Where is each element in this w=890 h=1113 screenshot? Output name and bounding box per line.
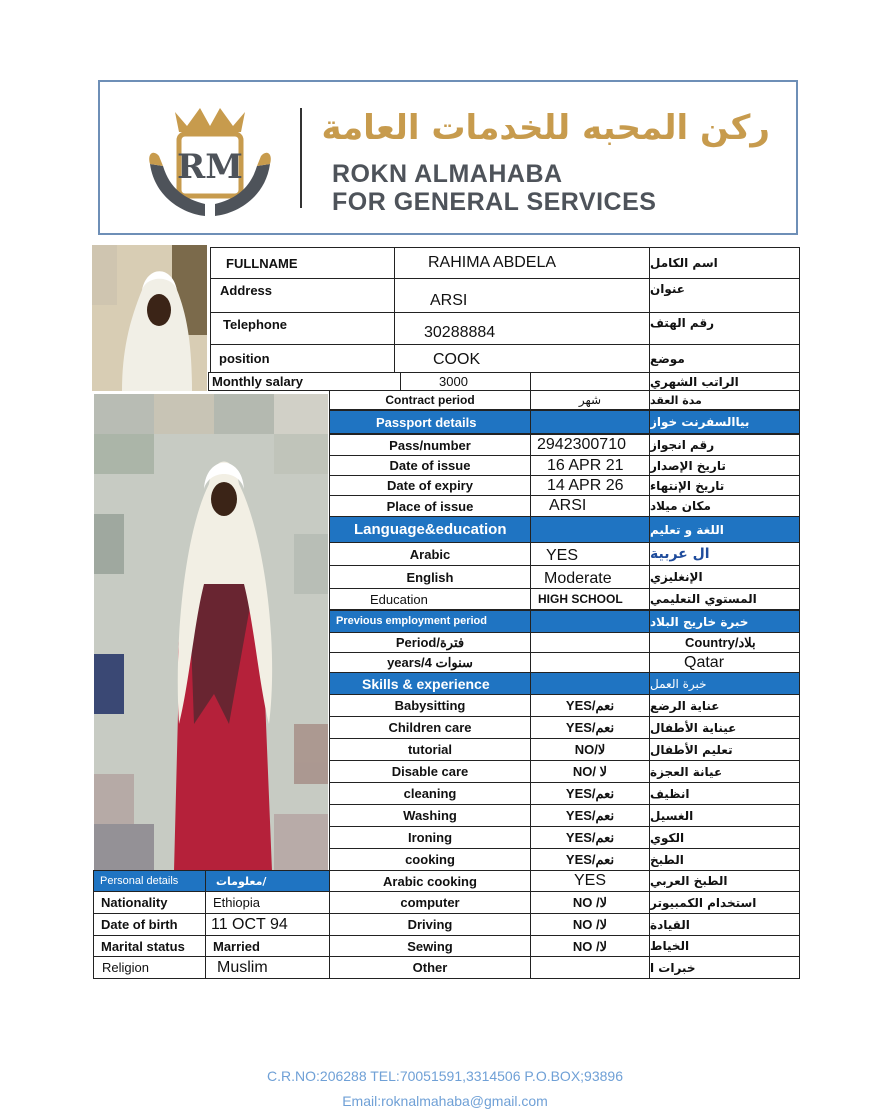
period-blank xyxy=(530,632,650,653)
skill-arabic: الكوي xyxy=(649,826,800,849)
skill-label: computer xyxy=(329,891,531,914)
address-label: Address xyxy=(210,278,395,313)
contract-period-arabic: مدة العقد xyxy=(649,390,800,410)
skill-arabic: الخياط xyxy=(649,935,800,957)
place-of-issue-arabic: مكان ميلاد xyxy=(649,495,800,517)
skill-arabic: عيانة العجزة xyxy=(649,760,800,783)
monthly-salary-arabic: الراتب الشهري xyxy=(649,372,800,391)
nationality-label: Nationality xyxy=(93,891,206,914)
skills-section-header: Skills & experience xyxy=(329,672,531,695)
skill-value: NO /لا xyxy=(530,913,650,936)
years-value: years/سنوات 4 xyxy=(329,652,531,673)
skill-value: NO/لا xyxy=(530,738,650,761)
country-label: Country/بلاد xyxy=(649,632,800,653)
banner-divider xyxy=(300,108,302,208)
expiry-date-arabic: تاريخ الإنتهاء xyxy=(649,475,800,496)
skill-label: Other xyxy=(329,956,531,979)
skill-value: YES/نعم xyxy=(530,782,650,805)
employment-section-arabic: خبرة خاريج البلاد xyxy=(649,610,800,633)
education-value: HIGH SCHOOL xyxy=(530,588,650,610)
language-section-header: Language&education xyxy=(329,516,531,543)
skill-label: Babysitting xyxy=(329,694,531,717)
skill-label: tutorial xyxy=(329,738,531,761)
company-name-line2: FOR GENERAL SERVICES xyxy=(332,188,657,216)
skill-label: Disable care xyxy=(329,760,531,783)
skill-arabic: خبرات ا xyxy=(649,956,800,979)
dob-value: 11 OCT 94 xyxy=(205,913,330,936)
english-language-value: Moderate xyxy=(530,565,650,589)
employment-section-blank xyxy=(530,610,650,633)
english-language-arabic: الإنغليزي xyxy=(649,565,800,589)
contract-period-label: Contract period xyxy=(329,390,531,410)
pass-number-value: 2942300710 xyxy=(530,434,650,456)
marital-status-label: Marital status xyxy=(93,935,206,957)
company-name-line1: ROKN ALMAHABA xyxy=(332,160,563,188)
skill-value: YES/نعم xyxy=(530,826,650,849)
skill-value: NO /لا xyxy=(530,935,650,957)
personal-section-header: Personal details xyxy=(93,870,206,892)
telephone-label: Telephone xyxy=(210,312,395,345)
skill-label: Sewing xyxy=(329,935,531,957)
arabic-language-arabic: ال عربية xyxy=(649,542,800,566)
skill-label: cleaning xyxy=(329,782,531,805)
years-blank xyxy=(530,652,650,673)
skill-arabic: انظيف xyxy=(649,782,800,805)
skills-section-blank xyxy=(530,672,650,695)
passport-section-blank xyxy=(530,410,650,434)
footer-email[interactable]: Email:roknalmahaba@gmail.com xyxy=(342,1093,548,1109)
pass-number-arabic: رقم انجواز xyxy=(649,434,800,456)
skill-value: YES/نعم xyxy=(530,716,650,739)
skill-arabic: عيناية الأطفال xyxy=(649,716,800,739)
period-label: Period/فترة xyxy=(329,632,531,653)
skill-arabic: عناية الرضع xyxy=(649,694,800,717)
english-language-label: English xyxy=(329,565,531,589)
monthly-salary-blank xyxy=(530,372,650,391)
position-arabic: موضع xyxy=(649,344,800,373)
education-label: Education xyxy=(329,588,531,610)
position-value: COOK xyxy=(394,344,650,373)
expiry-date-value: 14 APR 26 xyxy=(530,475,650,496)
dob-label: Date of birth xyxy=(93,913,206,936)
skill-arabic: الغسيل xyxy=(649,804,800,827)
skill-label: Driving xyxy=(329,913,531,936)
monthly-salary-value: 3000 xyxy=(400,372,531,391)
religion-value: Muslim xyxy=(205,956,330,979)
place-of-issue-value: ARSI xyxy=(530,495,650,517)
fullname-label: FULLNAME xyxy=(210,247,395,279)
address-value: ARSI xyxy=(394,278,650,313)
skill-label: Washing xyxy=(329,804,531,827)
skill-value: YES/نعم xyxy=(530,804,650,827)
telephone-arabic: رقم الهتف xyxy=(649,312,800,345)
skill-value xyxy=(530,956,650,979)
marital-status-value: Married xyxy=(205,935,330,957)
language-section-blank xyxy=(530,516,650,543)
skill-arabic: الطبخ العربي xyxy=(649,870,800,892)
religion-label: Religion xyxy=(93,956,206,979)
place-of-issue-label: Place of issue xyxy=(329,495,531,517)
personal-section-arabic: معلومات/ xyxy=(205,870,330,892)
arabic-language-label: Arabic xyxy=(329,542,531,566)
skill-label: cooking xyxy=(329,848,531,871)
fullname-value: RAHIMA ABDELA xyxy=(394,247,650,279)
footer-contact: C.R.NO:206288 TEL:70051591,3314506 P.O.BOX;93896 xyxy=(267,1068,623,1084)
issue-date-label: Date of issue xyxy=(329,455,531,476)
nationality-value: Ethiopia xyxy=(205,891,330,914)
issue-date-value: 16 APR 21 xyxy=(530,455,650,476)
skill-arabic: استخدام الكمبيوتر xyxy=(649,891,800,914)
expiry-date-label: Date of expiry xyxy=(329,475,531,496)
skill-value: YES xyxy=(530,870,650,892)
contract-period-value: شهر xyxy=(530,390,650,410)
skill-value: NO /لا xyxy=(530,891,650,914)
skill-arabic: القيادة xyxy=(649,913,800,936)
passport-section-header: Passport details xyxy=(329,410,531,434)
skill-value: YES/نعم xyxy=(530,694,650,717)
skill-label: Children care xyxy=(329,716,531,739)
skill-value: NO/ لا xyxy=(530,760,650,783)
company-name-arabic: ركن المحبه للخدمات العامة xyxy=(321,108,770,148)
logo-letters: RM xyxy=(177,147,243,187)
pass-number-label: Pass/number xyxy=(329,434,531,456)
position-label: position xyxy=(210,344,395,373)
education-arabic: المستوي التعليمي xyxy=(649,588,800,610)
skills-section-arabic: خبرة العمل xyxy=(649,672,800,695)
fullname-arabic: اسم الكامل xyxy=(649,247,800,279)
skill-label: Ironing xyxy=(329,826,531,849)
skill-arabic: تعليم الأطفال xyxy=(649,738,800,761)
country-value: Qatar xyxy=(649,652,800,673)
large-photo xyxy=(94,394,328,871)
issue-date-arabic: تاريخ الإصدار xyxy=(649,455,800,476)
address-arabic: عنوان xyxy=(649,278,800,313)
passport-section-arabic: بياالسفرنت خواز xyxy=(649,410,800,434)
small-photo xyxy=(92,245,207,391)
arabic-language-value: YES xyxy=(530,542,650,566)
company-logo xyxy=(145,104,275,230)
employment-section-header: Previous employment period xyxy=(329,610,531,633)
language-section-arabic: اللغة و تعليم xyxy=(649,516,800,543)
skill-arabic: الطبخ xyxy=(649,848,800,871)
skill-value: YES/نعم xyxy=(530,848,650,871)
telephone-value: 30288884 xyxy=(394,312,650,345)
skill-label: Arabic cooking xyxy=(329,870,531,892)
monthly-salary-label: Monthly salary xyxy=(208,372,401,391)
